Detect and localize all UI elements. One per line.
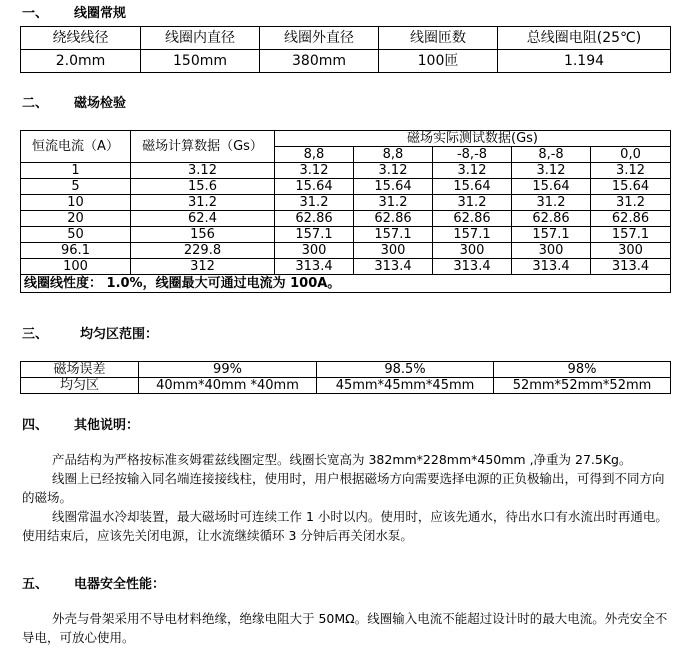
- table-row: [21, 243, 671, 259]
- paragraph-cooling: 线圈常温水冷却装置，最大磁场时可连续工作 1 小时以内。使用时，应该先通水，待出水口有水流出时再通电。使用结束后，应该先关闭电源，让水流继续循环 3 分钟后再关闭水泵。: [22, 509, 668, 543]
- table-cell: 157.1: [433, 227, 512, 243]
- header-cell: 绕线线径: [21, 27, 141, 50]
- section-1-heading: [22, 6, 126, 22]
- table-cell: 99%: [139, 362, 317, 378]
- table-cell: 380mm: [260, 50, 379, 73]
- section-title: 电器安全性能：: [74, 577, 166, 592]
- table-cell: 312: [131, 259, 275, 275]
- section-number: 二、: [22, 96, 49, 111]
- magnetic-field-test-table: [20, 130, 671, 293]
- table-cell: 50: [21, 227, 131, 243]
- table-cell: 300: [354, 243, 433, 259]
- table-cell: 100: [21, 259, 131, 275]
- table-cell: 52mm*52mm*52mm: [494, 378, 671, 394]
- header-cell: 线圈匝数: [379, 27, 498, 50]
- table-cell: 157.1: [591, 227, 671, 243]
- table-row: [21, 211, 671, 227]
- table-row: [21, 195, 671, 211]
- table-cell: 62.86: [591, 211, 671, 227]
- table-cell: 62.86: [275, 211, 354, 227]
- table-cell: 3.12: [275, 163, 354, 179]
- table-cell: 96.1: [21, 243, 131, 259]
- table-cell: 均匀区: [21, 378, 139, 394]
- uniform-zone-table: [20, 361, 671, 394]
- table-cell: 313.4: [275, 259, 354, 275]
- table-cell: 3.12: [131, 163, 275, 179]
- table-cell: 300: [275, 243, 354, 259]
- paragraph-safety: 外壳与骨架采用不导电材料绝缘，绝缘电阻大于 50MΩ。线圈输入电流不能超过设计时的最大电流。外壳安全不导电，可放心使用。: [22, 611, 668, 645]
- linearity-note: 线圈线性度： 1.0%，线圈最大可通过电流为 100A。: [21, 275, 671, 293]
- subheader-cell: -8,-8: [433, 147, 512, 163]
- table-cell: 157.1: [275, 227, 354, 243]
- section-3-heading: [22, 327, 158, 343]
- table-cell: 313.4: [433, 259, 512, 275]
- table-row: [21, 163, 671, 179]
- table-cell: 31.2: [275, 195, 354, 211]
- coil-spec-table: [20, 26, 671, 73]
- table-cell: 313.4: [354, 259, 433, 275]
- table-cell: 98.5%: [317, 362, 494, 378]
- table-cell: 15.64: [591, 179, 671, 195]
- table-cell: 15.64: [512, 179, 591, 195]
- header-cell-calculated: 磁场计算数据（Gs）: [131, 131, 275, 163]
- table-cell: 3.12: [354, 163, 433, 179]
- table-cell: 31.2: [433, 195, 512, 211]
- section-title: 均匀区范围：: [80, 327, 159, 342]
- table-cell: 98%: [494, 362, 671, 378]
- table-cell: 1.194: [498, 50, 671, 73]
- subheader-cell: 8,8: [354, 147, 433, 163]
- section-number: 四、: [22, 418, 49, 433]
- table-header-row: [21, 27, 671, 50]
- table-cell: 313.4: [591, 259, 671, 275]
- section-4-heading: [22, 418, 139, 434]
- table-cell: 15.64: [354, 179, 433, 195]
- section-5-heading: [22, 577, 165, 593]
- table-cell: 1: [21, 163, 131, 179]
- table-cell: 5: [21, 179, 131, 195]
- table-row: [21, 227, 671, 243]
- table-cell: 20: [21, 211, 131, 227]
- table-cell: 62.86: [512, 211, 591, 227]
- table-cell: 300: [512, 243, 591, 259]
- table-cell: 150mm: [141, 50, 260, 73]
- table-cell: 31.2: [131, 195, 275, 211]
- section-title: 其他说明：: [74, 418, 140, 433]
- section-number: 一、: [22, 6, 49, 21]
- table-cell: 31.2: [512, 195, 591, 211]
- table-row: [21, 50, 671, 73]
- table-cell: 3.12: [591, 163, 671, 179]
- section-title: 磁场检验: [74, 96, 127, 111]
- table-cell: 3.12: [512, 163, 591, 179]
- subheader-cell: 8,-8: [512, 147, 591, 163]
- paragraph-terminals: 线圈上已经按输入同名端连接接线柱，使用时，用户根据磁场方向需要选择电源的正负极输出，可得到不同方向的磁场。: [22, 471, 665, 505]
- table-note-row: [21, 275, 671, 293]
- table-cell: 2.0mm: [21, 50, 141, 73]
- table-cell: 156: [131, 227, 275, 243]
- table-cell: 62.4: [131, 211, 275, 227]
- table-cell: 62.86: [433, 211, 512, 227]
- table-cell: 45mm*45mm*45mm: [317, 378, 494, 394]
- table-cell: 15.64: [433, 179, 512, 195]
- table-cell: 300: [433, 243, 512, 259]
- header-cell: 线圈外直径: [260, 27, 379, 50]
- table-row: [21, 378, 671, 394]
- section-number: 五、: [22, 577, 49, 592]
- table-row: [21, 179, 671, 195]
- table-cell: 62.86: [354, 211, 433, 227]
- header-cell-current: 恒流电流（A）: [21, 131, 131, 163]
- header-cell-measured-group: 磁场实际测试数据(Gs): [275, 131, 671, 147]
- subheader-cell: 0,0: [591, 147, 671, 163]
- table-cell: 100匝: [379, 50, 498, 73]
- table-row: [21, 362, 671, 378]
- table-cell: 10: [21, 195, 131, 211]
- header-cell: 总线圈电阻(25℃): [498, 27, 671, 50]
- table-cell: 15.6: [131, 179, 275, 195]
- table-cell: 磁场误差: [21, 362, 139, 378]
- table-cell: 229.8: [131, 243, 275, 259]
- section-title: 线圈常规: [74, 6, 127, 21]
- table-cell: 157.1: [512, 227, 591, 243]
- table-cell: 3.12: [433, 163, 512, 179]
- table-cell: 31.2: [354, 195, 433, 211]
- table-cell: 40mm*40mm *40mm: [139, 378, 317, 394]
- section-2-heading: [22, 96, 126, 112]
- table-row: [21, 259, 671, 275]
- table-header-row: [21, 131, 671, 147]
- subheader-cell: 8,8: [275, 147, 354, 163]
- section-number: 三、: [22, 327, 49, 342]
- table-cell: 157.1: [354, 227, 433, 243]
- header-cell: 线圈内直径: [141, 27, 260, 50]
- table-cell: 313.4: [512, 259, 591, 275]
- table-cell: 300: [591, 243, 671, 259]
- table-cell: 15.64: [275, 179, 354, 195]
- table-cell: 31.2: [591, 195, 671, 211]
- paragraph-structure: 产品结构为严格按标准亥姆霍兹线圈定型。线圈长宽高为 382mm*228mm*450mm ,净重为 27.5Kg。: [52, 452, 632, 467]
